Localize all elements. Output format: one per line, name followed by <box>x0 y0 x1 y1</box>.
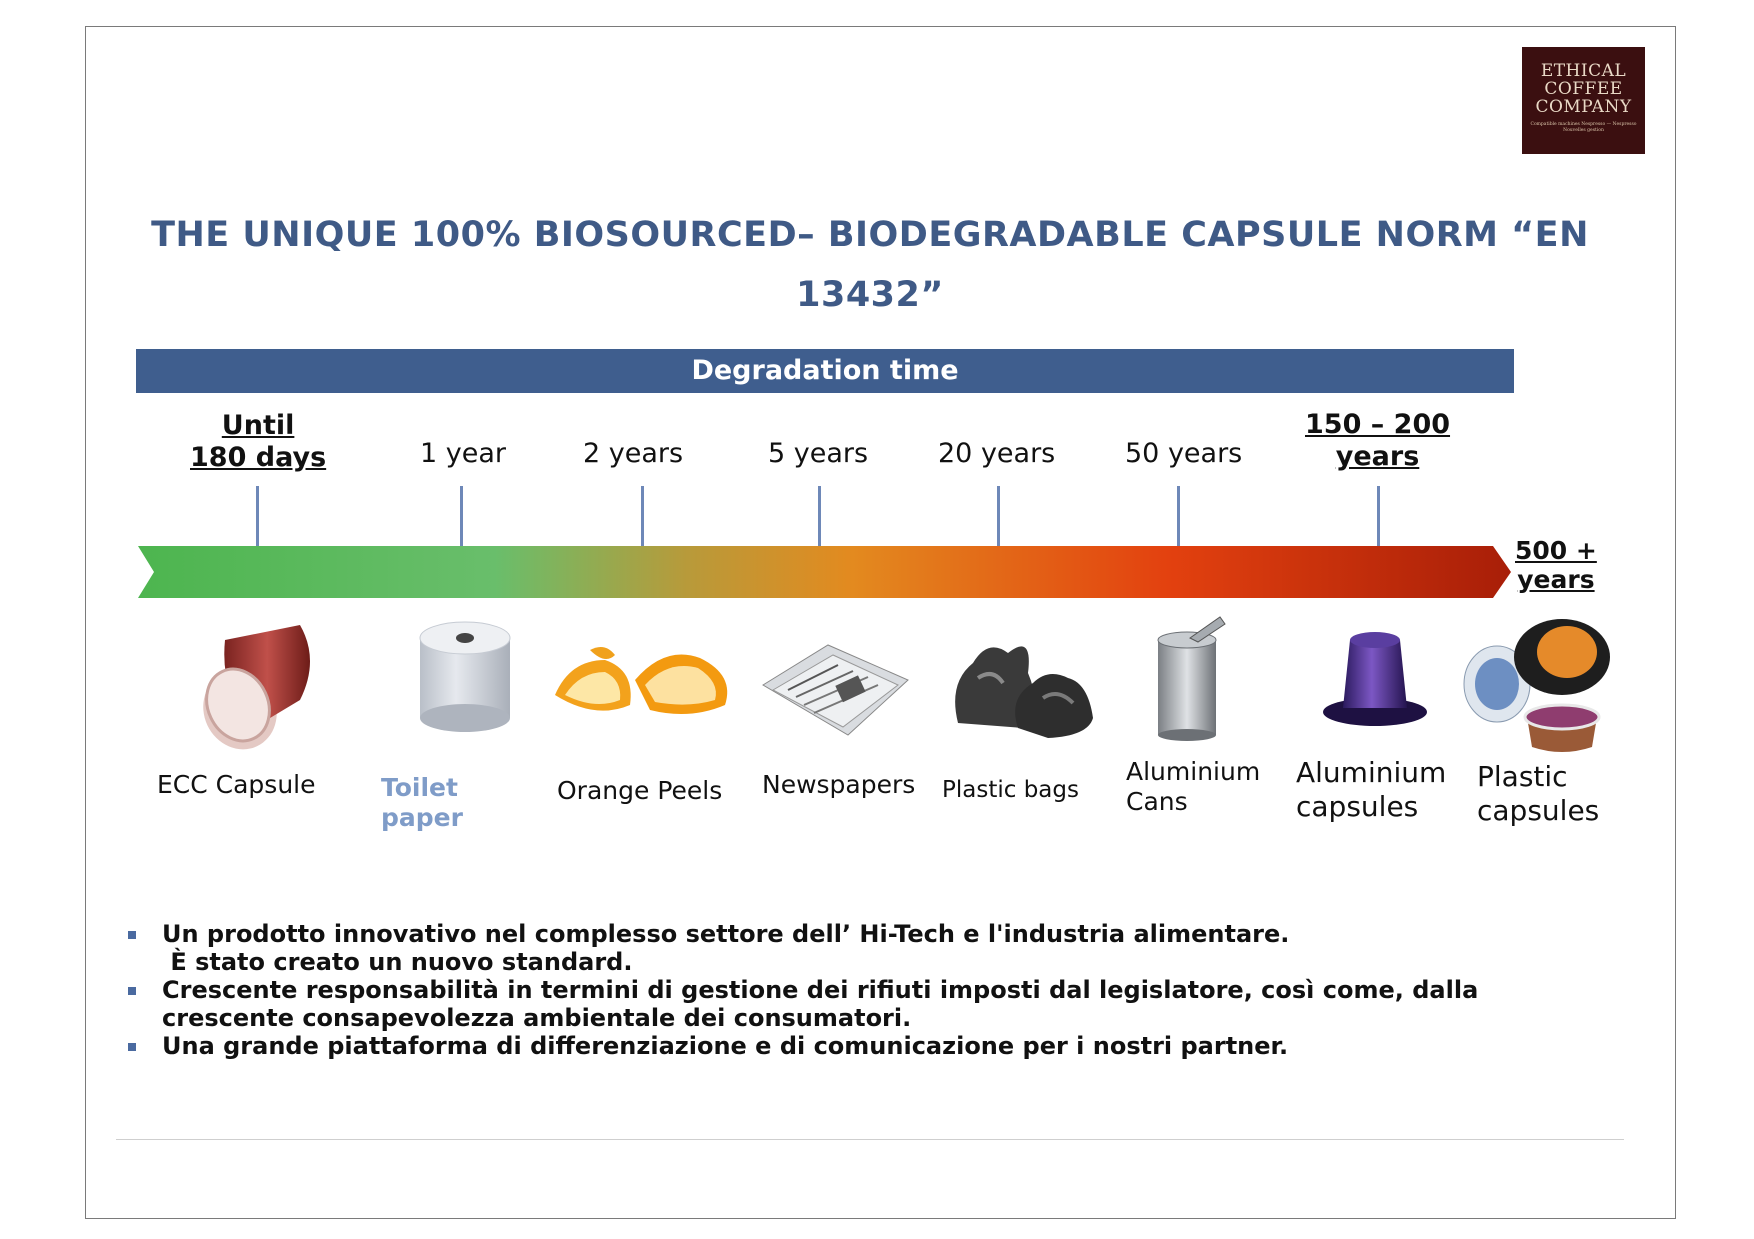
logo-tagline: Compatible machines Nespresso — Nespresso Nouvelles gestion <box>1530 122 1637 133</box>
item-label-orange-peels: Orange Peels <box>557 776 723 805</box>
timeline-label-1-year: 1 year <box>420 438 506 469</box>
timeline-tick <box>997 486 1000 546</box>
timeline-label-180-days: Until 180 days <box>190 410 327 473</box>
footer-divider <box>116 1139 1624 1140</box>
slide-title: THE UNIQUE 100% BIOSOURCED– BIODEGRADABLE CAPSULE NORM “EN 13432” <box>151 215 1589 315</box>
timeline-label-50-years: 50 years <box>1125 438 1243 469</box>
timeline-tick <box>1377 486 1380 546</box>
newspaper-icon <box>758 635 910 745</box>
plastic-capsule-icon <box>1462 612 1612 757</box>
bullet-list <box>120 920 1580 1060</box>
logo-line1: ETHICAL <box>1540 61 1627 81</box>
bullet-marker <box>128 1043 136 1051</box>
bullet-marker <box>128 987 136 995</box>
item-label-aluminium-cans: Aluminium Cans <box>1126 757 1261 816</box>
timeline-tick <box>1177 486 1180 546</box>
logo-line3: COMPANY <box>1535 97 1632 117</box>
bullet-item: Un prodotto innovativo nel complesso settore dell’ Hi-Tech e l'industria alimentare. È stato creato un nuovo standard. <box>120 920 1580 976</box>
timeline-tick <box>460 486 463 546</box>
ecc-capsule-icon <box>180 600 325 750</box>
timeline-label-150-200-years: 150 – 200 years <box>1305 409 1451 472</box>
item-label-plastic-bags: Plastic bags <box>942 777 1079 803</box>
company-logo <box>1522 47 1645 154</box>
bullet-marker <box>128 931 136 939</box>
bullet-item: Una grande piattaforma di differenziazione e di comunicazione per i nostri partner. <box>120 1032 1580 1060</box>
timeline-tick <box>256 486 259 546</box>
tin-can-icon <box>1150 612 1230 742</box>
plastic-bag-icon <box>948 628 1096 743</box>
degradation-time-header: Degradation time <box>136 349 1514 393</box>
timeline-tick <box>641 486 644 546</box>
bullet-item: Crescente responsabilità in termini di gestione dei rifiuti imposti dal legislatore, così come, dalla crescente consapevolezza ambientale dei consumatori. <box>120 976 1580 1032</box>
toilet-paper-icon <box>415 618 515 738</box>
timeline-tick <box>818 486 821 546</box>
timeline-label-5-years: 5 years <box>768 438 869 469</box>
item-label-toilet-paper: Toilet paper <box>381 773 463 832</box>
item-label-ecc-capsule: ECC Capsule <box>157 770 316 799</box>
aluminium-capsule-icon <box>1318 620 1433 730</box>
logo-line2: COFFEE <box>1544 79 1623 99</box>
item-label-aluminium-capsules: Aluminium capsules <box>1296 756 1447 823</box>
timeline-label-20-years: 20 years <box>938 438 1056 469</box>
item-label-newspapers: Newspapers <box>762 770 916 799</box>
item-label-plastic-capsules: Plastic capsules <box>1477 760 1600 827</box>
degradation-arrow <box>138 546 1511 598</box>
orange-peel-icon <box>550 640 735 725</box>
timeline-label-2-years: 2 years <box>583 438 684 469</box>
timeline-label-500-years: 500 + years <box>1515 536 1597 594</box>
